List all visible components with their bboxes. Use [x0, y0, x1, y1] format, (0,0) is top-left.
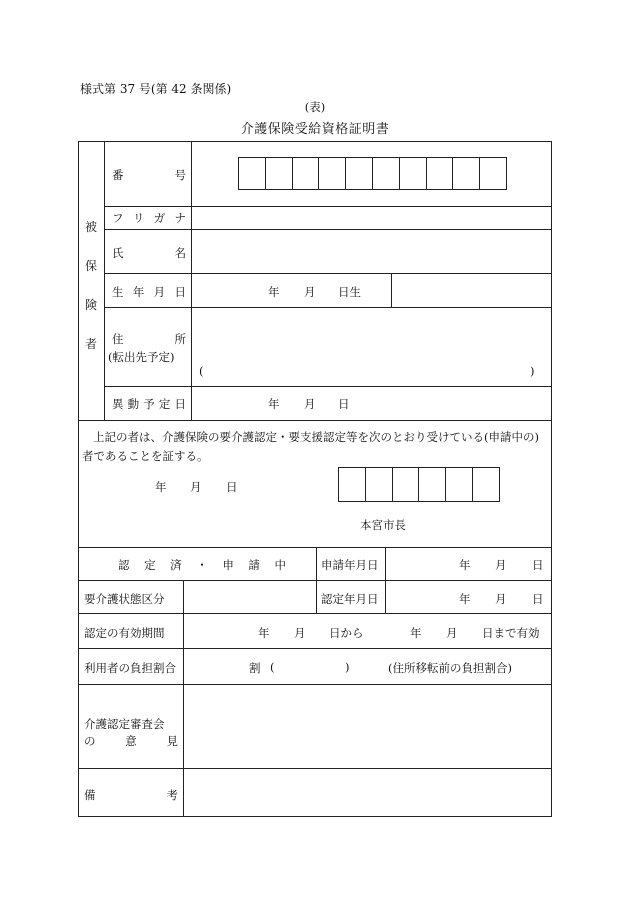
- care-level-label: 要介護状態区分: [84, 592, 165, 606]
- digit-box[interactable]: [426, 157, 454, 190]
- label-char: 意: [125, 734, 137, 748]
- label-char: 者: [84, 337, 97, 351]
- label-char: 済: [170, 558, 182, 572]
- cert-year: 年: [459, 592, 471, 606]
- birthdate-label: [112, 284, 186, 300]
- burden-label: 利用者の負担割合: [84, 661, 176, 675]
- label-char: 月: [153, 285, 166, 299]
- digit-box[interactable]: [238, 157, 266, 190]
- row-line: [104, 273, 552, 274]
- application-day: 日: [532, 558, 544, 572]
- furigana-field[interactable]: [192, 207, 551, 229]
- opinion-label-line1: 介護認定審査会: [84, 717, 165, 731]
- label-char: 申: [222, 558, 234, 572]
- certification-text-line1: 上記の者は、介護保険の要介護認定・要支援認定等を次のとおり受けている(申請中の): [93, 430, 539, 444]
- address-paren-close: ): [530, 364, 535, 378]
- validity-to-day: 日まで有効: [482, 626, 540, 640]
- cert-date-month: 月: [190, 480, 202, 494]
- label-char: 生: [112, 285, 124, 299]
- side-label: (表): [304, 100, 326, 114]
- move-day: 日: [338, 397, 350, 411]
- cert-month: 月: [495, 592, 507, 606]
- validity-from-year: 年: [258, 626, 270, 640]
- application-month: 月: [495, 558, 507, 572]
- seal-box[interactable]: [365, 467, 393, 502]
- seal-box[interactable]: [445, 467, 473, 502]
- cert-date-year: 年: [155, 480, 167, 494]
- validity-label: 認定の有効期間: [84, 626, 165, 640]
- application-date-label: 申請年月日: [321, 558, 379, 572]
- digit-box[interactable]: [452, 157, 480, 190]
- digit-box[interactable]: [399, 157, 427, 190]
- furigana-label: [112, 210, 186, 226]
- move-date-label: [112, 396, 186, 412]
- validity-from-month: 月: [294, 626, 306, 640]
- label-char: の: [84, 734, 96, 748]
- digit-box[interactable]: [265, 157, 293, 190]
- label-char: 日: [174, 285, 186, 299]
- birth-day: 日生: [338, 285, 361, 299]
- burden-unit: 割: [249, 661, 261, 675]
- label-char: 認: [118, 558, 130, 572]
- cert-date-label: 認定年月日: [321, 592, 379, 606]
- insured-group-label: [78, 218, 104, 352]
- label-char: リ: [132, 211, 145, 225]
- row-line: [78, 613, 552, 614]
- digit-box[interactable]: [372, 157, 400, 190]
- label-char: 考: [166, 788, 178, 802]
- label-divider: [191, 141, 192, 420]
- section-line: [78, 420, 552, 421]
- row-line: [104, 386, 552, 387]
- validity-to-month: 月: [446, 626, 458, 640]
- form-title: 介護保険受給資格証明書: [240, 122, 390, 137]
- name-label: [112, 245, 186, 261]
- label-char: ・: [196, 558, 208, 572]
- form-number: 様式第 37 号(第 42 条関係): [80, 82, 232, 96]
- burden-paren-open: (: [270, 660, 275, 674]
- opinion-field[interactable]: [184, 685, 551, 768]
- label-char: 所: [174, 332, 186, 346]
- label-char: 見: [166, 734, 178, 748]
- label-char: 番: [112, 168, 124, 182]
- move-month: 月: [304, 397, 316, 411]
- care-level-field[interactable]: [184, 581, 315, 613]
- cert-day: 日: [532, 592, 544, 606]
- seal-box[interactable]: [338, 467, 366, 502]
- label-char: フ: [112, 211, 124, 225]
- label-char: 定: [158, 397, 171, 411]
- status-label[interactable]: [118, 557, 286, 573]
- digit-box[interactable]: [345, 157, 373, 190]
- label-char: ナ: [174, 211, 186, 225]
- label-char: 日: [174, 397, 186, 411]
- label-char: 中: [274, 558, 286, 572]
- label-char: 号: [174, 168, 186, 182]
- label-char: 異: [112, 397, 124, 411]
- certification-text-line2: 者であることを証する。: [82, 449, 209, 463]
- address-sublabel: (転出先予定): [108, 350, 175, 364]
- opinion-label-line2: [84, 733, 178, 749]
- address-paren-open: (: [199, 364, 204, 378]
- row-line: [78, 580, 552, 581]
- seal-box[interactable]: [418, 467, 446, 502]
- digit-box[interactable]: [479, 157, 507, 190]
- label-char: 被: [84, 220, 97, 234]
- address-label: [112, 331, 186, 347]
- issuer: 本宮市長: [360, 518, 406, 532]
- validity-from-day: 日から: [329, 626, 364, 640]
- label-char: 保: [84, 259, 97, 273]
- label-char: 年: [132, 285, 145, 299]
- row-line: [78, 648, 552, 649]
- label-char: 氏: [112, 246, 124, 260]
- label-char: 名: [174, 246, 186, 260]
- label-char: 予: [143, 397, 155, 411]
- burden-paren-close: ): [345, 660, 350, 674]
- label-char: 備: [84, 788, 96, 802]
- row-line: [104, 307, 552, 308]
- seal-box[interactable]: [392, 467, 420, 502]
- birth-divider: [391, 273, 392, 307]
- birth-year: 年: [268, 285, 280, 299]
- birth-month: 月: [304, 285, 316, 299]
- group-divider: [104, 141, 105, 420]
- digit-box[interactable]: [318, 157, 346, 190]
- validity-to-year: 年: [410, 626, 422, 640]
- number-label: [112, 167, 186, 183]
- label-char: 請: [248, 558, 260, 572]
- name-field[interactable]: [192, 230, 551, 273]
- digit-box[interactable]: [292, 157, 320, 190]
- burden-note: (住所移転前の負担割合): [388, 661, 512, 675]
- cert-date-day: 日: [226, 480, 238, 494]
- label-char: 定: [144, 558, 156, 572]
- move-year: 年: [268, 397, 280, 411]
- section-line: [78, 547, 552, 548]
- remarks-label: [84, 787, 178, 803]
- label-char: 動: [127, 397, 140, 411]
- remarks-field[interactable]: [184, 769, 551, 816]
- seal-box[interactable]: [472, 467, 500, 502]
- label-char: 住: [112, 332, 124, 346]
- label-char: ガ: [153, 211, 166, 225]
- label-char: 険: [84, 298, 97, 312]
- application-year: 年: [459, 558, 471, 572]
